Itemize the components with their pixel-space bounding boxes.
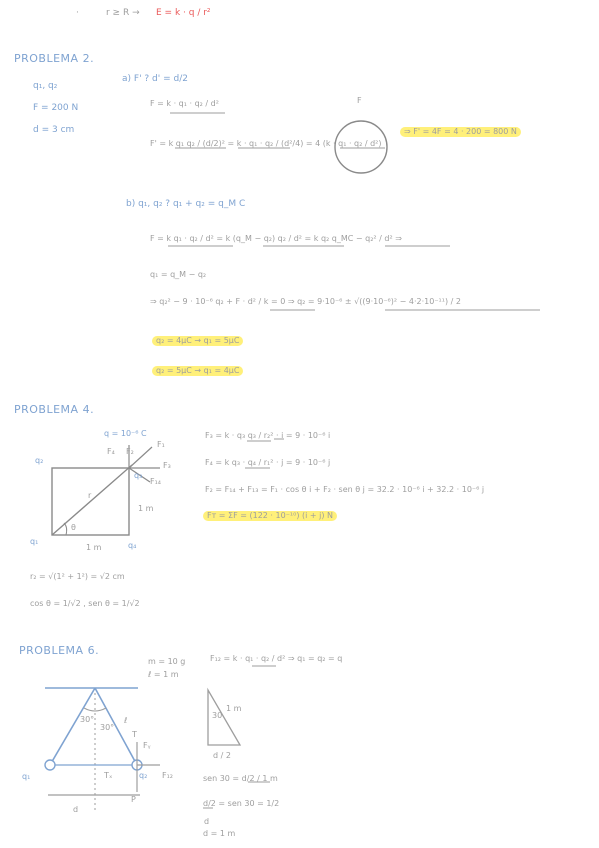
- trig-values: cos θ = 1/√2 , sen θ = 1/√2: [30, 599, 140, 608]
- part-b-force: F = k q₁ · q₂ / d² = k (q_M − q₂) q₂ / d² = k q₂ q_MC − q₂² / d² ⇒: [150, 234, 402, 243]
- condition-text: r ≥ R →: [106, 8, 140, 18]
- q2-label: q₂: [139, 771, 148, 780]
- given-force: F = 200 N: [33, 103, 79, 113]
- f1-label: F₁: [157, 440, 165, 449]
- weight-label: P: [131, 795, 136, 804]
- label-q-top-left: q₂: [35, 456, 44, 465]
- angle-left-label: 30°: [80, 715, 95, 724]
- force-eq-2: F₄ = k q₃ · q₄ / r₁² · j = 9 · 10⁻⁶ j: [205, 458, 331, 467]
- triangle-angle-label: 30: [212, 711, 223, 720]
- length-label: ℓ: [124, 716, 128, 725]
- quadratic-equation: ⇒ q₂² − 9 · 10⁻⁶ q₂ + F · d² / k = 0 ⇒ q₂ = 9·10⁻⁶ ± √((9·10⁻⁶)² − 4·2·10⁻¹¹) / 2: [150, 297, 461, 306]
- p6-force-eq: F₁₂ = k · q₁ · q₂ / d² ⇒ q₁ = q₂ = q: [210, 654, 343, 663]
- side-right-label: 1 m: [138, 504, 154, 513]
- theta-label: θ: [71, 523, 76, 532]
- part-b-label: b) q₁, q₂ ? q₁ + q₂ = q_M C: [126, 199, 246, 209]
- sine-equation: sen 30 = d/2 / 1 m: [203, 774, 278, 783]
- force-eq-1: F₃ = k · q₃ q₃ / r₂² · i = 9 · 10⁻⁶ i: [205, 431, 331, 440]
- coulomb-law: F = k · q₁ · q₂ / d²: [150, 99, 219, 108]
- label-q-top-right: q₃: [134, 471, 143, 480]
- angle-right-label: 30°: [100, 723, 115, 732]
- side-bottom-label: 1 m: [86, 543, 102, 552]
- r2-value: r₂ = √(1² + 1²) = √2 cm: [30, 572, 125, 581]
- f3-label: F₃: [163, 461, 171, 470]
- sphere-q1: [45, 760, 55, 770]
- circle-label: F: [357, 96, 362, 105]
- label-q-bottom-left: q₁: [30, 537, 39, 546]
- f12-label: F₁₂: [162, 771, 174, 780]
- fy-label: Fᵧ: [143, 741, 151, 750]
- distance-result: d = 1 m: [203, 829, 236, 838]
- problem-6-title: PROBLEMA 6.: [19, 644, 100, 657]
- given-charges: q₁, q₂: [33, 81, 58, 91]
- force-eq-3: F₂ = F₁₄ + F₁₃ = F₁ · cos θ i + F₂ · sen θ j = 32.2 · 10⁻⁶ i + 32.2 · 10⁻⁶ j: [205, 485, 485, 494]
- given-mass: m = 10 g: [148, 657, 186, 666]
- label-q-bottom-right: q₄: [128, 541, 137, 550]
- half-distance-eq: d/2 = sen 30 = 1/2: [203, 799, 280, 808]
- diagonal-line: [52, 465, 132, 535]
- scaled-force: F' = k q₁ q₂ / (d/2)² = k · q₁ · q₂ / (d²/4) = 4 (k · q₁ · q₂ / d²): [150, 139, 382, 148]
- field-formula: E = k · q / r²: [156, 8, 211, 18]
- part-a-label: a) F' ? d' = d/2: [122, 74, 188, 84]
- f2-label: F₂: [126, 447, 134, 456]
- q1-relation: q₁ = q_M − q₂: [150, 270, 207, 279]
- f14-label: F₁₄: [150, 477, 162, 486]
- d-symbol: d: [204, 817, 210, 826]
- left-string: [50, 688, 95, 765]
- triangle-base-label: d / 2: [213, 751, 231, 760]
- given-length: ℓ = 1 m: [148, 670, 179, 679]
- solution-2: q₂ = 5μC → q₁ = 4μC: [152, 366, 243, 376]
- charge-value: q = 10⁻⁶ C: [104, 429, 147, 438]
- total-force: Fᴛ = ΣF = (122 · 10⁻¹⁰) (i + j) N: [203, 511, 337, 521]
- diagonal-label: r: [88, 491, 92, 500]
- problem-4-title: PROBLEMA 4.: [14, 403, 95, 416]
- f4-label: F₄: [107, 447, 115, 456]
- triangle-side-label: 1 m: [226, 704, 242, 713]
- part-a-result: ⇒ F' = 4F = 4 · 200 = 800 N: [400, 127, 521, 137]
- bullet-dot: ·: [76, 8, 79, 18]
- problem-2-title: PROBLEMA 2.: [14, 52, 95, 65]
- given-distance: d = 3 cm: [33, 125, 75, 135]
- tension-label: T: [132, 730, 137, 739]
- distance-label: d: [73, 805, 79, 814]
- solution-1: q₂ = 4μC → q₁ = 5μC: [152, 336, 243, 346]
- q1-label: q₁: [22, 772, 31, 781]
- tx-label: Tₓ: [104, 771, 113, 780]
